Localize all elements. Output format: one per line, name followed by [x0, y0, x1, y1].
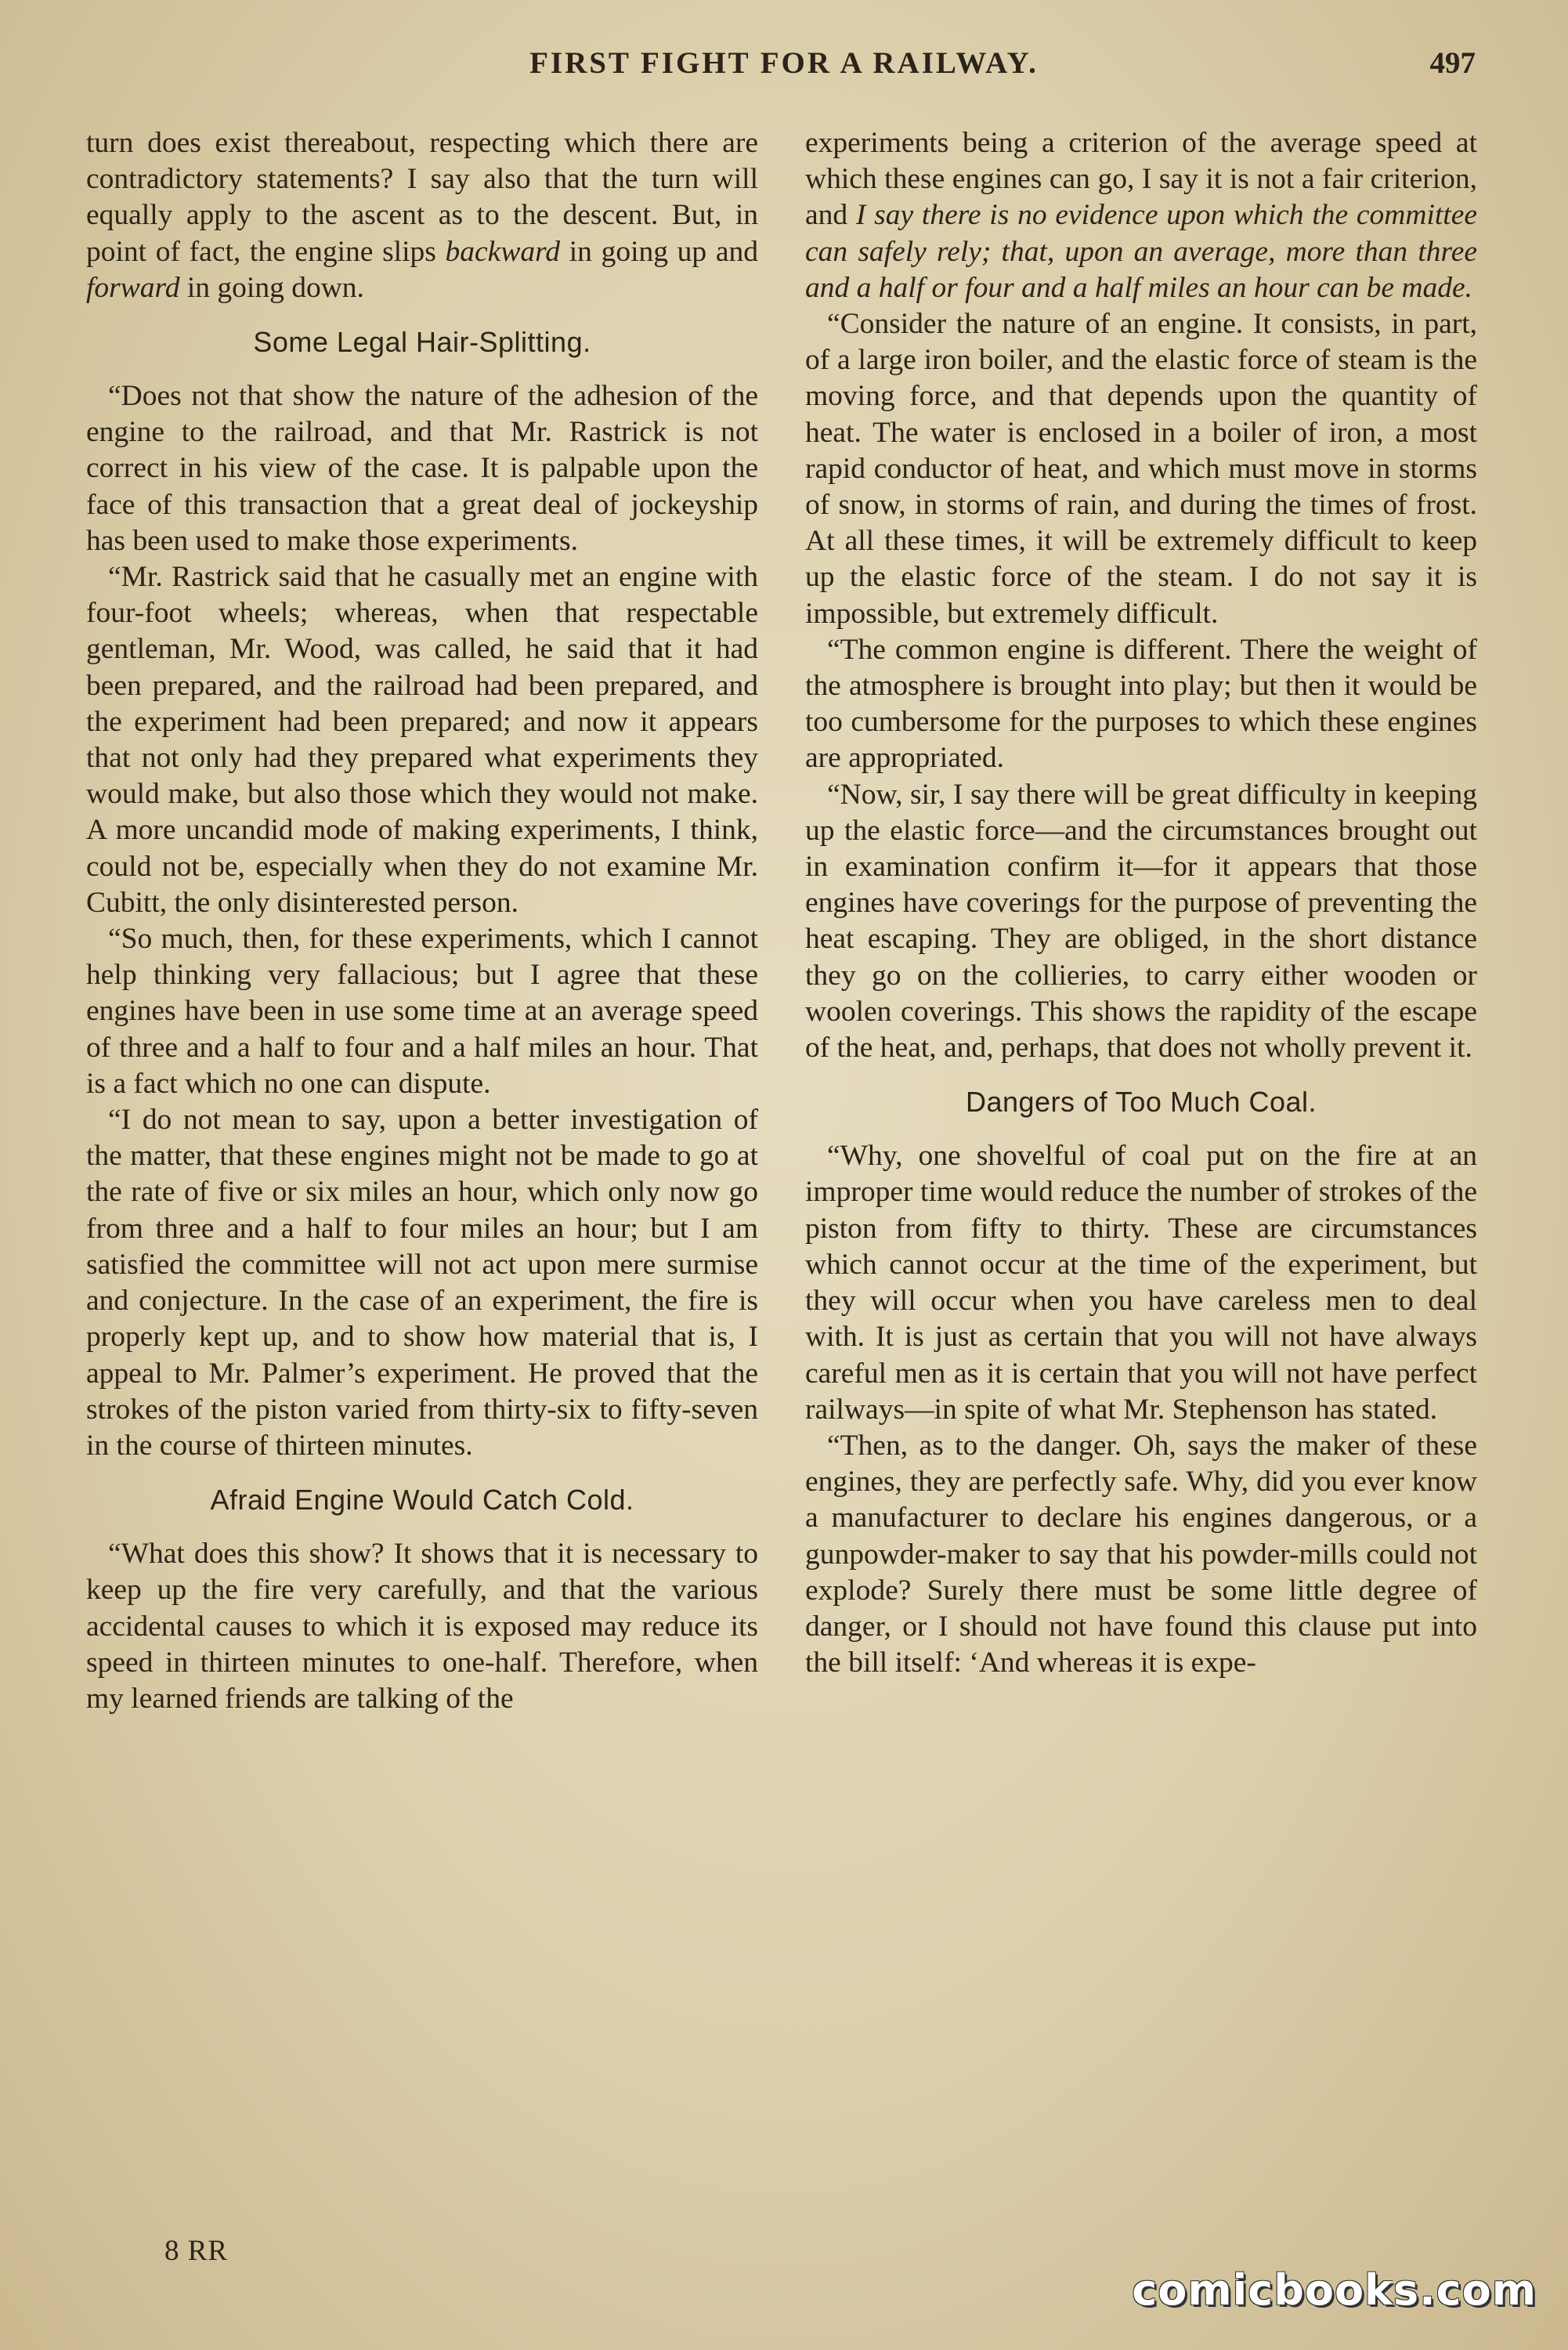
paragraph: turn does exist thereabout, respecting which there are contradictory statements? I say also that the turn will equally apply to the ascent as to the descent. But, in point of fact, the engine slips backward in going up and forward in going down. — [86, 127, 758, 304]
page-number: 497 — [1429, 46, 1476, 80]
signature-mark: 8 RR — [164, 2235, 229, 2267]
paragraph: “What does this show? It shows that it is necessary to keep up the fire very carefully, and that the various accidental causes to which it is exposed may reduce its speed in thirteen minutes to one-half. Therefore, when my learned friends are talking of the — [86, 1538, 758, 1715]
paragraph: “Consider the nature of an engine. It consists, in part, of a large iron boiler, and the elastic force of steam is the moving force, and that depends upon the quantity of heat. The water is enclosed in a boiler of iron, a most rapid conductor of heat, and which must move in storms of snow, in storms of rain, and during the times of frost. At all these times, it will be extremely difficult to keep up the elastic force of the steam. I do not say it is impossible, but extremely difficult. — [805, 308, 1477, 630]
page-header — [0, 45, 1568, 92]
running-title: FIRST FIGHT FOR A RAILWAY. — [529, 46, 1039, 80]
paragraph: “Mr. Rastrick said that he casually met an engine with four-foot wheels; whereas, when that respectable gentleman, Mr. Wood, was called, he said that it had been prepared, and the railroad had been prepared, and the experiment had been prepared; and now it appears that not only had they prepared what experiments they would make, but also those which they would not make. A more uncandid mode of making experiments, I think, could not be, especially when they do not examine Mr. Cubitt, the only disinterested person. — [86, 561, 758, 919]
section-heading: Some Legal Hair-Splitting. — [253, 326, 591, 359]
paragraph: “Why, one shovelful of coal put on the fire at an improper time would reduce the number of strokes of the piston from fifty to thirty. These are circumstances which cannot occur at the time of the experiment, but they will occur when you have careless men to deal with. It is just as certain that you will not have always careful men as it is certain that you will not have perfect railways—in spite of what Mr. Stephenson has stated. — [805, 1140, 1477, 1426]
paragraph: “The common engine is different. There the weight of the atmosphere is brought into play; but then it would be too cumbersome for the purposes to which these engines are appropriated. — [805, 633, 1477, 775]
paragraph: experiments being a criterion of the average speed at which these engines can go, I say it is not a fair criterion, and I say there is no evidence upon which the committee can safely rely; that, upon an average, more than three and a half or four and a half miles an hour can be made. — [805, 127, 1477, 304]
site-watermark: comicbooks.com — [1132, 2265, 1537, 2315]
paragraph: “Now, sir, I say there will be great difficulty in keeping up the elastic force—and the circumstances brought out in examination confirm it—for it appears that those engines have coverings for the purpose of preventing the heat escaping. They are obliged, in the short distance they go on the collieries, to carry either wooden or woolen coverings. This shows the rapidity of the escape of the heat, and, perhaps, that does not wholly prevent it. — [805, 778, 1477, 1065]
paragraph: “Then, as to the danger. Oh, says the maker of these engines, they are perfectly safe. Why, did you ever know a manufacturer to declare his engines dangerous, or a gunpowder-maker to say that his powder-mills could not explode? Surely there must be some little degree of danger, or I should not have found this clause put into the bill itself: ‘And whereas it is expe- — [805, 1429, 1477, 1679]
paragraph: “I do not mean to say, upon a better investigation of the matter, that these engines might not be made to go at the rate of five or six miles an hour, which only now go from three and a half to four miles an hour; but I am satisfied the committee will not act upon mere surmise and conjecture. In the case of an experiment, the fire is properly kept up, and to show how material that is, I appeal to Mr. Palmer’s experiment. He proved that the strokes of the piston varied from thirty-six to fifty-seven in the course of thirteen minutes. — [86, 1104, 758, 1462]
section-heading: Afraid Engine Would Catch Cold. — [210, 1484, 634, 1517]
paragraph: “So much, then, for these experiments, which I cannot help thinking very fallacious; but I agree that these engines have been in use some time at an average speed of three and a half to four and a half miles an hour. That is a fact which no one can dispute. — [86, 923, 758, 1100]
section-heading: Dangers of Too Much Coal. — [965, 1086, 1317, 1119]
paragraph: “Does not that show the nature of the adhesion of the engine to the railroad, and that Mr. Rastrick is not correct in his view of the case. It is palpable upon the face of this transaction that a great deal of jockeyship has been used to make those experiments. — [86, 380, 758, 557]
left-column — [86, 125, 758, 1717]
right-column — [805, 125, 1477, 1681]
